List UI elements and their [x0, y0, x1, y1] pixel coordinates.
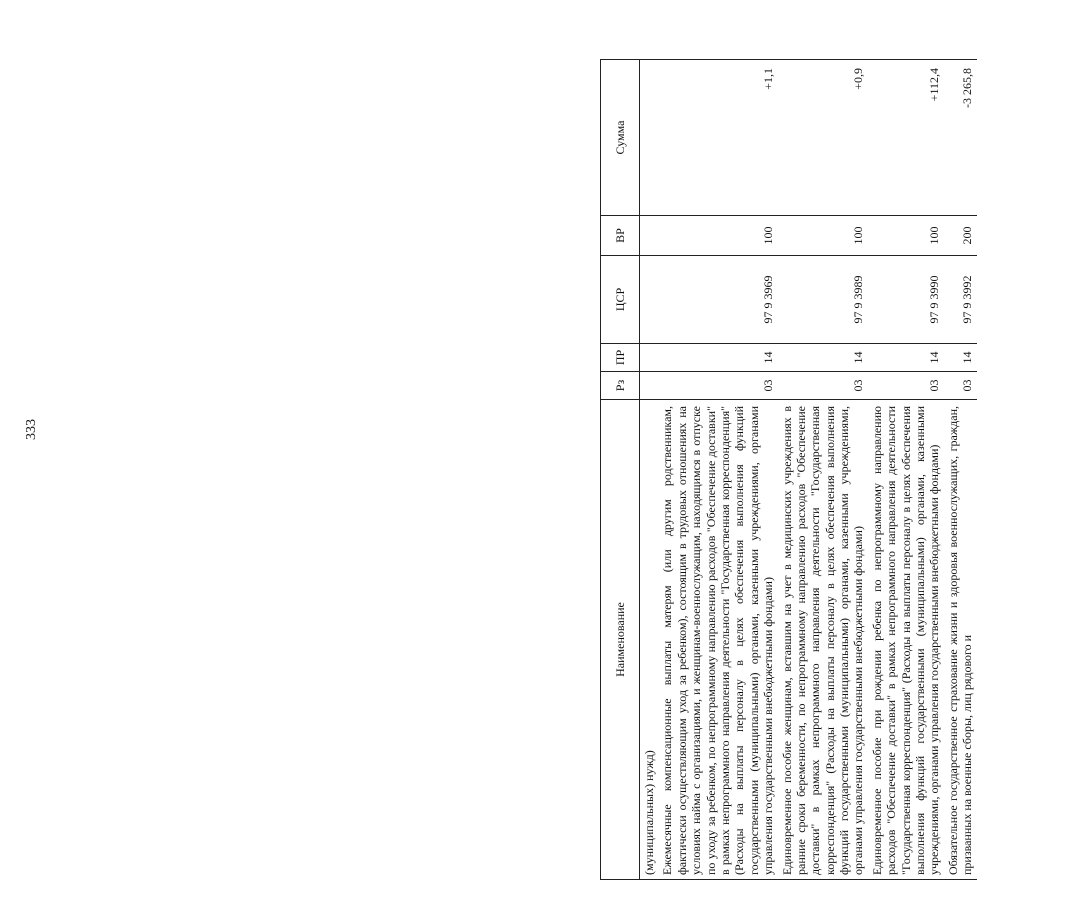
row-rz: 03 — [658, 372, 777, 400]
row-sum: +0,9 — [778, 60, 868, 216]
page-number: 333 — [24, 419, 39, 440]
row-name: Ежемесячные компенсационные выплаты матерям (или другим родственникам, фактически осуществляющим уход за ребенком), состоящим в трудовых отношениях на условиях найма с организациями, и женщинам-военнослужащим, находящимся в отпуске по уходу за ребенком, по непрограммному направлению расходов "Обеспечение доставки" в рамках непрограммного направления деятельности "Государственная корреспонденция" (Расходы на выплаты персоналу в целях обеспечения выполнения функций государственными (муниципальными) органами, казенными учреждениями, органами управления государственными внебюджетными фондами) — [658, 400, 777, 880]
row-name: Обязательное государственное страхование жизни и здоровья военнослужащих, граждан, призванных на военные сборы, лиц рядового и — [944, 400, 977, 880]
rotated-table-stage — [600, 60, 1092, 880]
header-rz: Рз — [601, 372, 640, 400]
row-vr — [640, 216, 659, 256]
table-row — [778, 60, 868, 880]
row-sum — [640, 60, 659, 216]
header-vr: ВР — [601, 216, 640, 256]
budget-table — [600, 59, 977, 880]
row-pr: 14 — [868, 344, 944, 372]
row-pr: 14 — [944, 344, 977, 372]
table-row — [658, 60, 777, 880]
row-name: Единовременное пособие при рождении ребенка по непрограммному направлению расходов "Обеспечение доставки" в рамках непрограммного направления деятельности "Государственная корреспонденция" (Расходы на выплаты персоналу в целях обеспечения выполнения функций государственными (муниципальными) органами, казенными учреждениями, органами управления государственными внебюджетными фондами) — [868, 400, 944, 880]
row-rz: 03 — [944, 372, 977, 400]
row-pr — [640, 344, 659, 372]
row-name: Единовременное пособие женщинам, вставшим на учет в медицинских учреждениях в ранние сроки беременности, по непрограммному направлению расходов "Обеспечение доставки" в рамках непрограммного направления деятельности "Государственная корреспонденция" (Расходы на выплаты персоналу в целях обеспечения выполнения функций государственными (муниципальными) органами, казенными учреждениями, органами управления государственными внебюджетными фондами) — [778, 400, 868, 880]
header-sum: Сумма — [601, 60, 640, 216]
row-csr: 97 9 3989 — [778, 256, 868, 344]
table-row — [944, 60, 977, 880]
row-csr: 97 9 3990 — [868, 256, 944, 344]
row-pr: 14 — [778, 344, 868, 372]
row-rz — [640, 372, 659, 400]
row-sum: +1,1 — [658, 60, 777, 216]
row-rz: 03 — [778, 372, 868, 400]
row-csr: 97 9 3992 — [944, 256, 977, 344]
row-vr: 100 — [778, 216, 868, 256]
header-pr: ПР — [601, 344, 640, 372]
table-row — [640, 60, 659, 880]
header-csr: ЦСР — [601, 256, 640, 344]
header-name: Наименование — [601, 400, 640, 880]
row-csr: 97 9 3969 — [658, 256, 777, 344]
row-sum: +112,4 — [868, 60, 944, 216]
row-csr — [640, 256, 659, 344]
row-sum: -3 265,8 — [944, 60, 977, 216]
row-name: (муниципальных) нужд) — [640, 400, 659, 880]
row-vr: 100 — [868, 216, 944, 256]
row-vr: 200 — [944, 216, 977, 256]
row-rz: 03 — [868, 372, 944, 400]
row-vr: 100 — [658, 216, 777, 256]
row-pr: 14 — [658, 344, 777, 372]
table-header-row — [601, 60, 640, 880]
table-row — [868, 60, 944, 880]
